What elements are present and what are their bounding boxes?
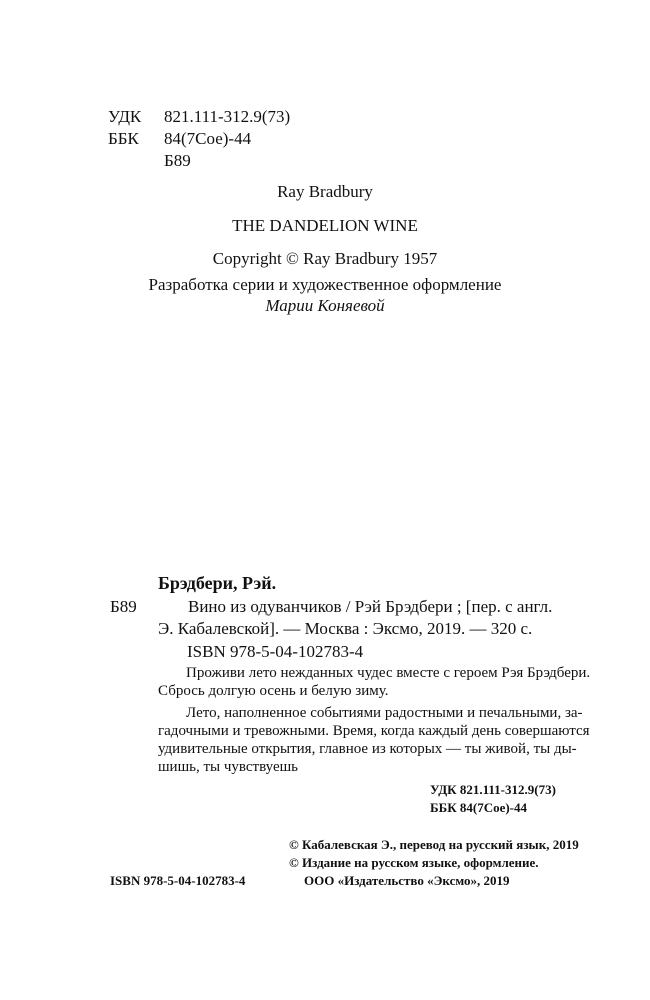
bbk-value: 84(7Сое)-44 xyxy=(164,129,252,148)
record-isbn: ISBN 978-5-04-102783-4 xyxy=(187,642,364,661)
isbn-bottom: ISBN 978-5-04-102783-4 xyxy=(110,873,246,888)
annotation-line: Проживи лето нежданных чудес вместе с героем Рэя Брэдбери. xyxy=(186,665,591,681)
record-title-line: Вино из одуванчиков / Рэй Брэдбери ; [пер. с англ. xyxy=(188,597,553,616)
udk-label: УДК xyxy=(108,107,142,126)
annotation-line: шишь, ты чувствуешь xyxy=(158,759,299,775)
author-mark: Б89 xyxy=(164,151,191,170)
record-publication-line: Э. Кабалевской]. — Москва : Эксмо, 2019. — 320 с. xyxy=(158,619,533,638)
original-author: Ray Bradbury xyxy=(277,182,373,201)
record-mark: Б89 xyxy=(110,597,137,616)
annotation-line: гадочными и тревожными. Время, когда каждый день совершаются xyxy=(158,723,590,739)
bbk-row xyxy=(108,128,290,150)
rights-edition: © Издание на русском языке, оформление. xyxy=(289,855,539,870)
design-credit-line: Разработка серии и художественное оформление xyxy=(148,275,502,294)
record-author-heading: Брэдбери, Рэй. xyxy=(158,573,277,593)
author-mark-row xyxy=(108,150,290,172)
rights-translation: © Кабалевская Э., перевод на русский язык, 2019 xyxy=(289,837,579,852)
rights-publisher: ООО «Издательство «Эксмо», 2019 xyxy=(304,873,510,888)
bbk-label: ББК xyxy=(108,129,139,148)
udk-value: 821.111-312.9(73) xyxy=(164,107,291,126)
udk-row xyxy=(108,106,290,128)
classification-codes xyxy=(108,106,290,172)
footer-udk: УДК 821.111-312.9(73) xyxy=(430,782,556,797)
design-credit-name: Марии Коняевой xyxy=(265,296,385,315)
original-title: THE DANDELION WINE xyxy=(232,216,418,235)
footer-bbk: ББК 84(7Сое)-44 xyxy=(430,800,528,815)
annotation-line: удивительные открытия, главное из которых — ты живой, ты ды- xyxy=(158,741,577,757)
annotation-line: Лето, наполненное событиями радостными и печальными, за- xyxy=(186,705,583,721)
annotation-line: Сбрось долгую осень и белую зиму. xyxy=(158,683,389,699)
original-copyright: Copyright © Ray Bradbury 1957 xyxy=(212,249,438,268)
